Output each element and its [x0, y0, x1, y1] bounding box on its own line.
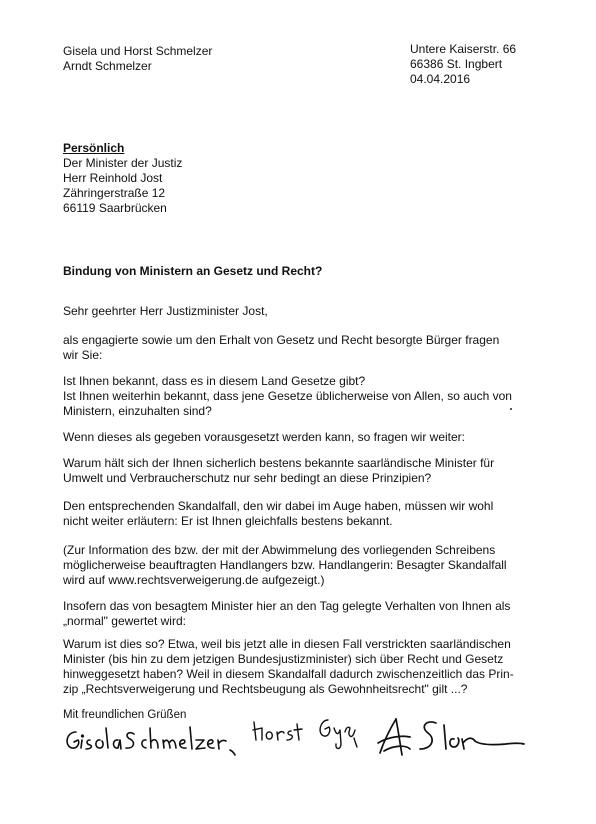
recipient-label: Persönlich [63, 141, 125, 155]
sender-line-1: Gisela und Horst Schmelzer [63, 44, 213, 58]
sender-street: Untere Kaiserstr. 66 [410, 42, 517, 56]
paragraph-line: Warum hält sich der Ihnen sicherlich bestens bekannte saarländische Minister für [63, 456, 495, 470]
sender-city: 66386 St. Ingbert [410, 57, 503, 71]
paragraph-3 [63, 430, 533, 445]
paragraph-line: wird auf www.rechtsverweigerung.de aufgezeigt.) [63, 573, 325, 587]
paragraph-line: möglicherweise beauftragten Handlangers bzw. Handlangerin: Besagter Skandalfall [63, 558, 507, 572]
paragraph-2 [63, 374, 533, 419]
paragraph-line: Ist Ihnen bekannt, dass es in diesem Land Gesetze gibt? [63, 374, 366, 388]
signature-horst [250, 716, 308, 750]
paragraph-line: (Zur Information des bzw. der mit der Abwimmelung des vorliegenden Schreibens [63, 543, 496, 557]
paragraph-line: als engagierte sowie um den Erhalt von Gesetz und Recht besorgte Bürger fragen [63, 333, 500, 347]
recipient-line-4: 66119 Saarbrücken [63, 201, 167, 215]
ink-dot [510, 408, 512, 410]
paragraph-8 [63, 637, 533, 697]
paragraph-line: zip „Rechtsverweigerung und Rechtsbeugung als Gewohnheitsrecht" gilt ...? [63, 682, 468, 696]
paragraph-line: Ministern, einzuhalten sind? [63, 404, 212, 418]
paragraph-line: Insofern das von besagtem Minister hier an den Tag gelegte Verhalten von Ihnen als [63, 599, 511, 613]
closing: Mit freundlichen Grüßen [63, 709, 187, 721]
paragraph-line: nicht weiter erläutern: Er ist Ihnen gleichfalls bestens bekannt. [63, 514, 393, 528]
paragraph-line: Den entsprechenden Skandalfall, den wir dabei im Auge haben, müssen wir wohl [63, 499, 494, 513]
signature-gisela [62, 722, 242, 762]
sender-line-2: Arndt Schmelzer [63, 59, 152, 73]
signature-georg [314, 714, 360, 754]
paragraph-line: wir Sie: [63, 348, 103, 362]
recipient-line-1: Der Minister der Justiz [63, 156, 183, 170]
paragraph-line: Minister (bis hin zu dem jetzigen Bundesjustizminister) sich über Recht und Gesetz [63, 652, 504, 666]
subject-line: Bindung von Ministern an Gesetz und Recht? [63, 264, 323, 278]
paragraph-7 [63, 599, 533, 629]
paragraph-line: Warum ist dies so? Etwa, weil bis jetzt alle in diesen Fall verstrickten saarländischen [63, 637, 511, 651]
paragraph-line: Wenn dieses als gegeben vorausgesetzt werden kann, so fragen wir weiter: [63, 430, 466, 444]
paragraph-1 [63, 333, 533, 363]
paragraph-4 [63, 456, 533, 486]
salutation: Sehr geehrter Herr Justizminister Jost, [63, 304, 268, 318]
paragraph-line: Ist Ihnen weiterhin bekannt, dass jene Gesetze üblicherweise von Allen, so auch von [63, 389, 512, 403]
paragraph-line: Umwelt und Verbraucherschutz nur sehr bedingt an diese Prinzipien? [63, 471, 432, 485]
paragraph-line: „normal" gewertet wird: [63, 614, 186, 628]
paragraph-5 [63, 499, 533, 529]
paragraph-line: hinweggesetzt haben? Weil in diesem Skandalfall dadurch zwischenzeitlich das Prin- [63, 667, 514, 681]
recipient-line-3: Zähringerstraße 12 [63, 186, 166, 200]
signature-arndt [376, 715, 526, 759]
letter-date: 04.04.2016 [410, 72, 471, 86]
recipient-line-2: Herr Reinhold Jost [63, 171, 163, 185]
paragraph-6 [63, 543, 533, 588]
